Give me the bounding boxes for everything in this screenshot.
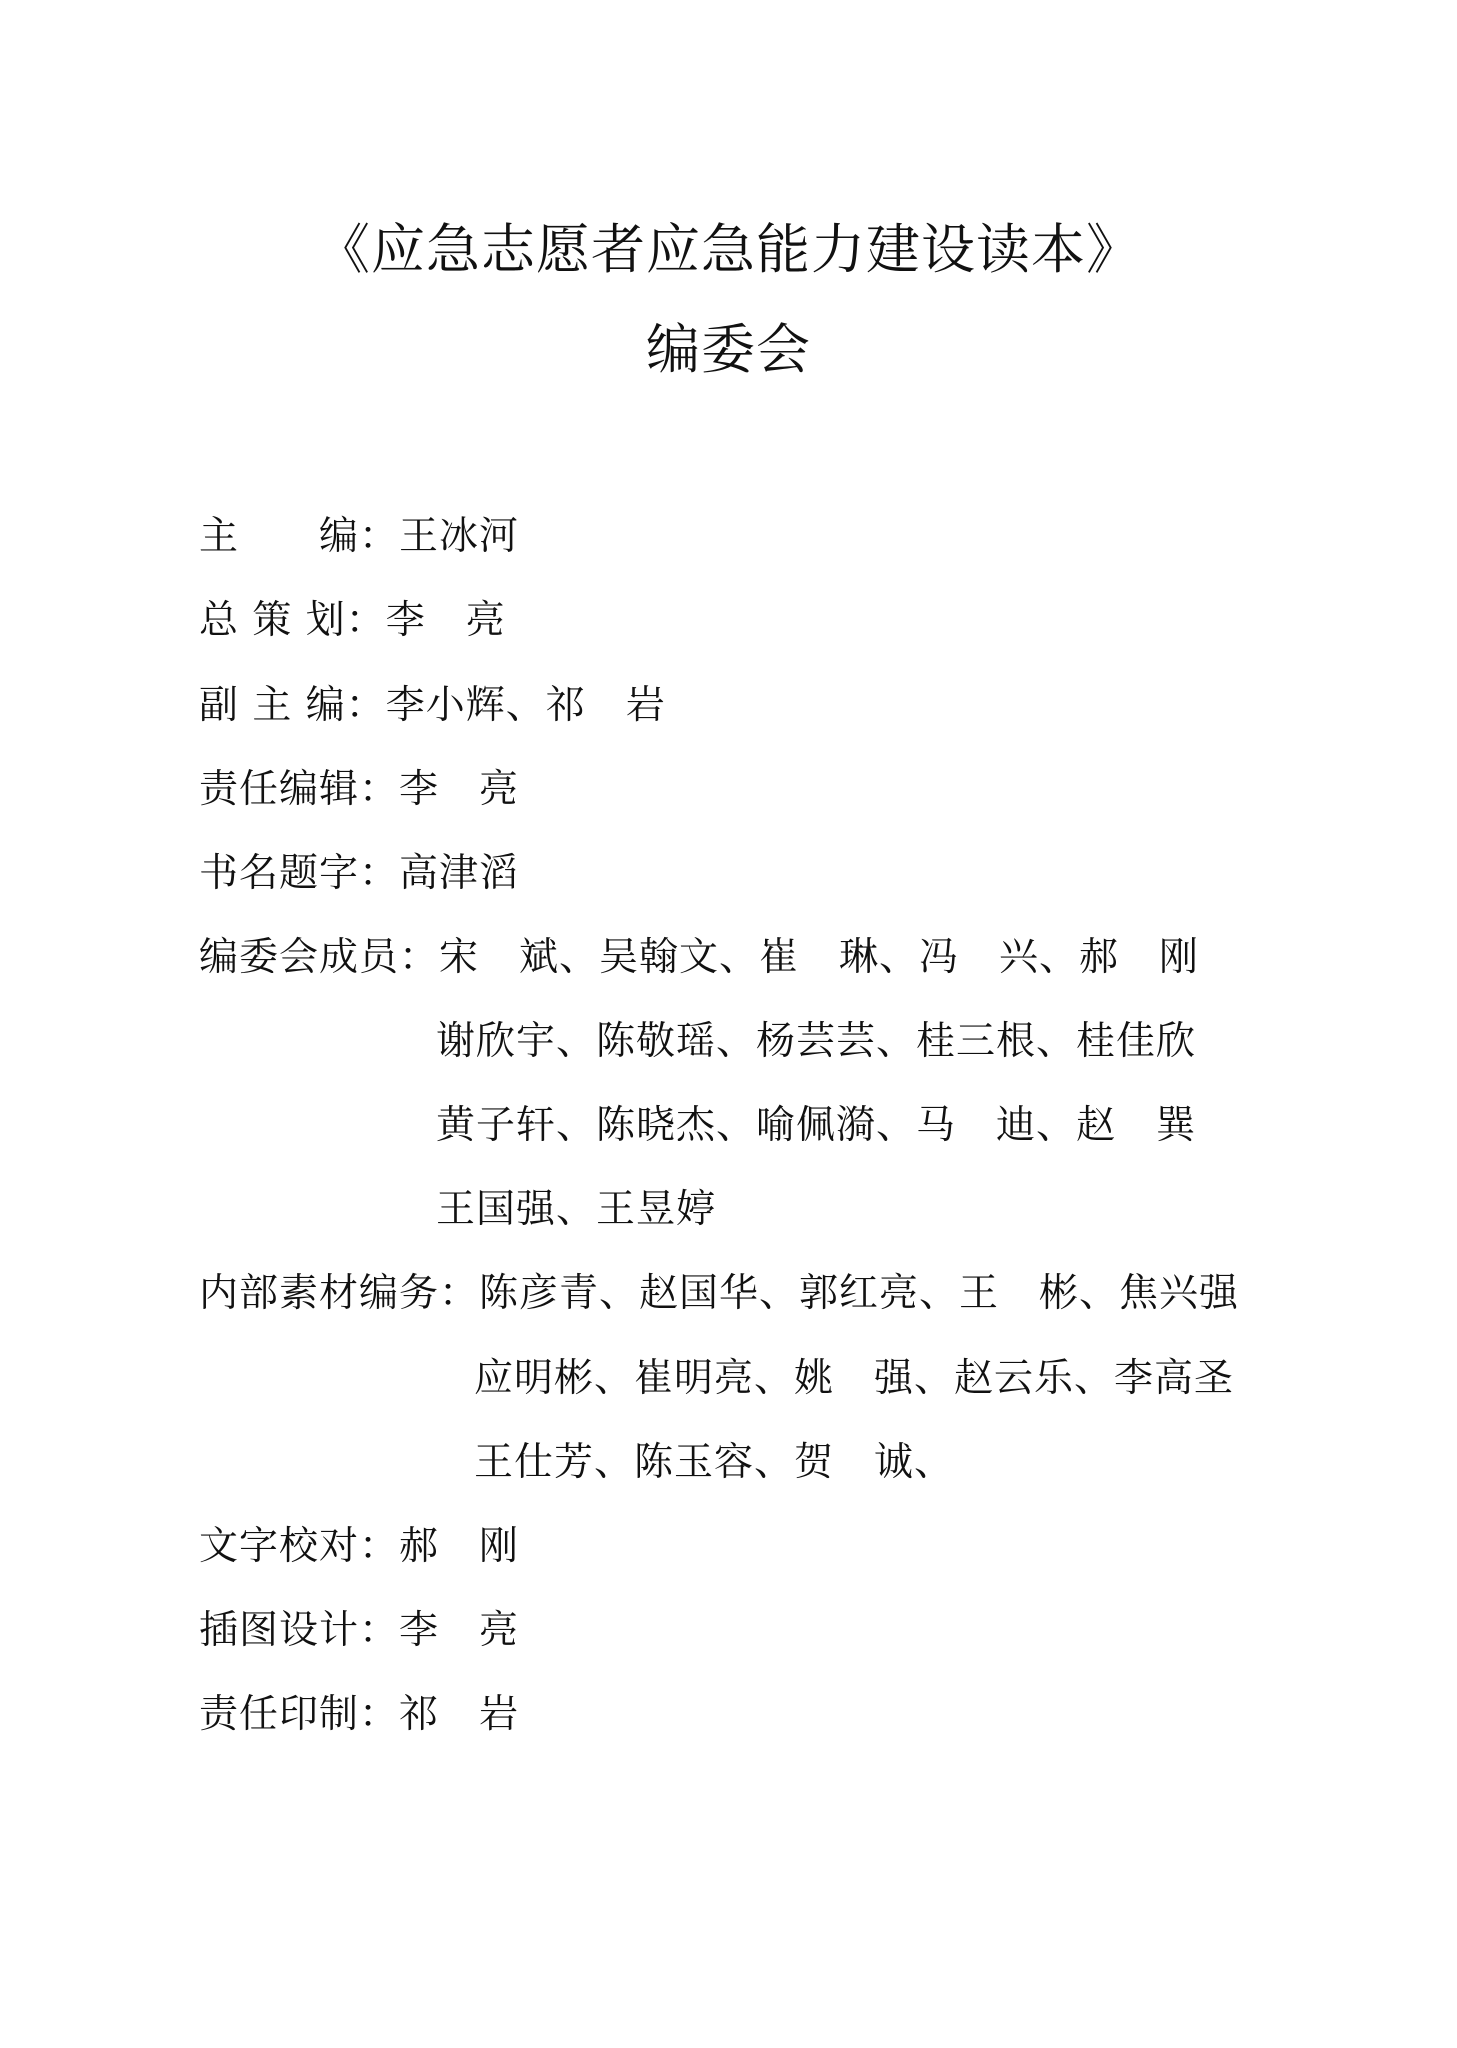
internal-materials-line-1: 内部素材编务：陈彦青、赵国华、郭红亮、王 彬、焦兴强 bbox=[199, 1271, 1240, 1316]
proofreading-line: 文字校对：郝 刚 bbox=[199, 1524, 520, 1569]
committee-members-line-2: 谢欣宇、陈敬瑶、杨芸芸、桂三根、桂佳欣 bbox=[436, 1019, 1197, 1064]
committee-members-line-1: 编委会成员：宋 斌、吴翰文、崔 琳、冯 兴、郝 刚 bbox=[199, 935, 1200, 980]
internal-materials-line-2: 应明彬、崔明亮、姚 强、赵云乐、李高圣 bbox=[474, 1356, 1235, 1401]
chief-editor-line: 主 编：王冰河 bbox=[199, 514, 520, 559]
committee-heading: 编委会 bbox=[646, 318, 811, 381]
printing-line: 责任印制：祁 岩 bbox=[199, 1692, 520, 1737]
chief-planner-line: 总 策 划：李 亮 bbox=[199, 598, 506, 643]
internal-materials-line-3: 王仕芳、陈玉容、贺 诚、 bbox=[474, 1440, 955, 1485]
illustration-line: 插图设计：李 亮 bbox=[199, 1608, 520, 1653]
title-calligraphy-line: 书名题字：高津滔 bbox=[199, 851, 520, 896]
committee-members-line-4: 王国强、王昱婷 bbox=[436, 1187, 717, 1232]
deputy-editor-line: 副 主 编：李小辉、祁 岩 bbox=[199, 683, 666, 728]
committee-members-line-3: 黄子轩、陈晓杰、喻佩漪、马 迪、赵 巽 bbox=[436, 1103, 1197, 1148]
book-title: 《应急志愿者应急能力建设读本》 bbox=[316, 218, 1141, 281]
responsible-editor-line: 责任编辑：李 亮 bbox=[199, 767, 520, 812]
